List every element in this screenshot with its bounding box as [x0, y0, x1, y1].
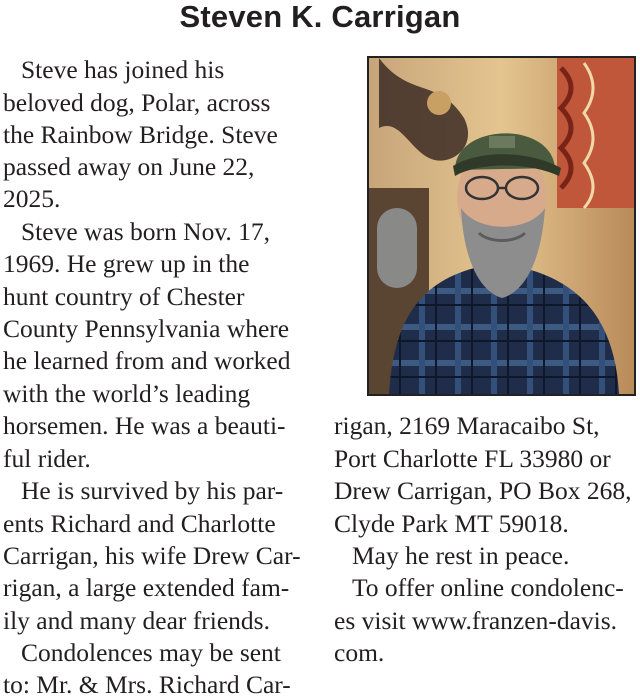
body-line: rigan, a large extended fam- [3, 573, 290, 602]
body-line: County Pennsylvania where [3, 314, 290, 343]
portrait-photo [367, 56, 636, 396]
body-line: rigan, 2169 Maracaibo St, [334, 411, 600, 440]
body-line: Drew Carrigan, PO Box 268, [334, 476, 632, 505]
body-line: Port Charlotte FL 33980 or [334, 444, 611, 473]
body-line: hunt country of Chester [3, 282, 245, 311]
body-line: es visit www.franzen-davis. [334, 606, 618, 635]
body-line: Steve has joined his [21, 55, 225, 84]
body-line: Clyde Park MT 59018. [334, 509, 569, 538]
body-line: Steve was born Nov. 17, [21, 217, 271, 246]
body-line: horsemen. He was a beauti- [3, 411, 286, 440]
body-line: the Rainbow Bridge. Steve [3, 120, 278, 149]
body-line: To offer online condolenc- [352, 573, 624, 602]
body-line: 1969. He grew up in the [3, 249, 250, 278]
body-line: ful rider. [3, 444, 91, 473]
body-line: He is survived by his par- [21, 476, 284, 505]
body-line: Carrigan, his wife Drew Car- [3, 541, 301, 570]
body-line: May he rest in peace. [352, 541, 570, 570]
body-line: ents Richard and Charlotte [3, 509, 276, 538]
body-line: com. [334, 638, 385, 667]
body-line: to: Mr. & Mrs. Richard Car- [3, 670, 291, 699]
body-line: he learned from and worked [3, 346, 291, 375]
body-line: passed away on June 22, [3, 152, 255, 181]
body-line: ily and many dear friends. [3, 606, 270, 635]
body-line: with the world’s leading [3, 379, 251, 408]
body-line: beloved dog, Polar, across [3, 88, 271, 117]
body-line: Condolences may be sent [21, 638, 281, 667]
obituary-title: Steven K. Carrigan [179, 0, 461, 34]
body-line: 2025. [3, 184, 61, 213]
